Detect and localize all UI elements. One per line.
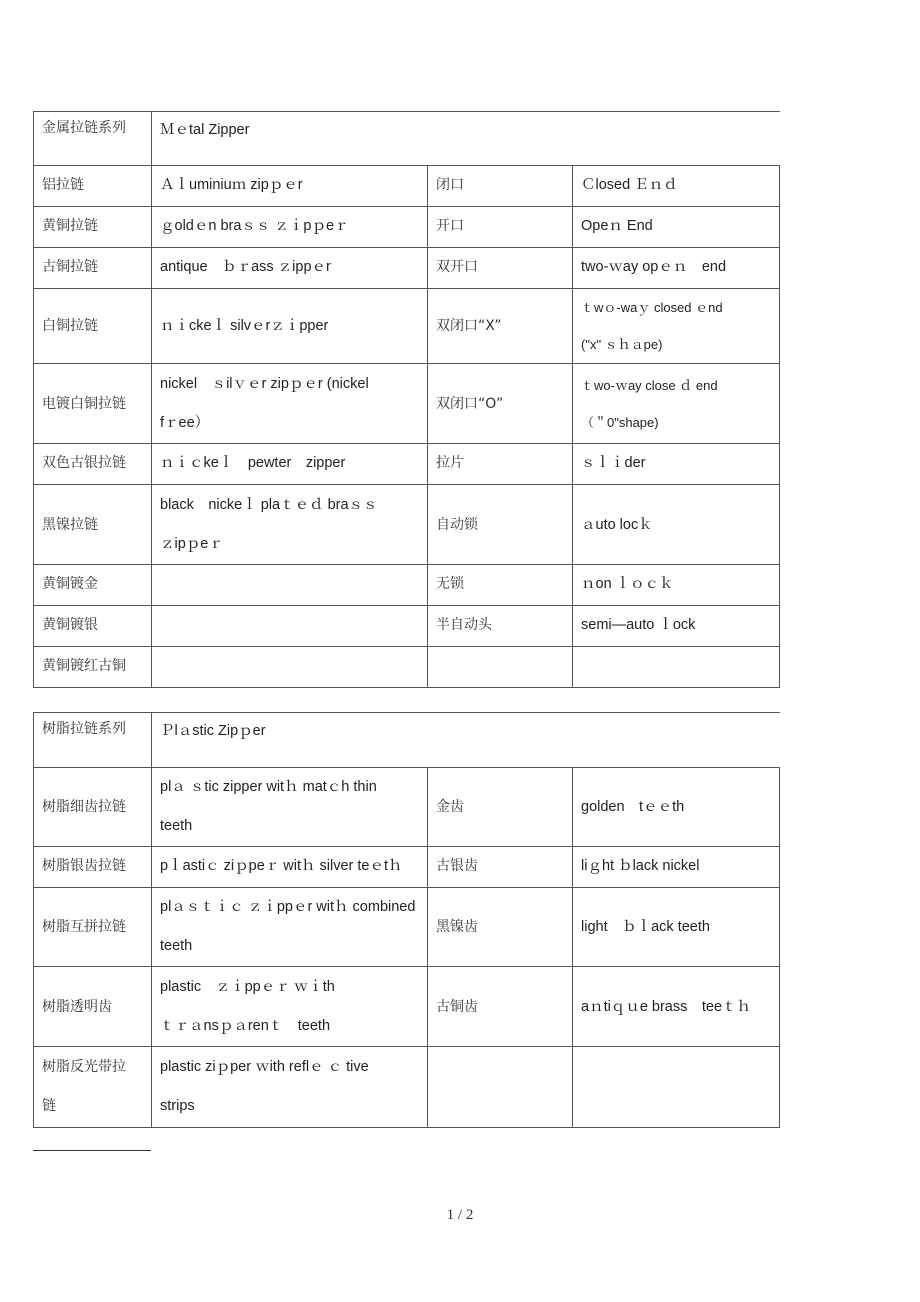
cell-en: antique ｂｒass ｚippｅr (152, 248, 428, 289)
cell-en: plａｓｔｉｃ ｚｉppｅr witｈ combined teeth (152, 888, 428, 967)
cell-en: ｎon ｌｏｃｋ (573, 565, 780, 606)
page-number: 1 / 2 (446, 1207, 474, 1223)
cell-en: plastic ziｐper ｗith reflｅ ｃ tive strips (152, 1047, 428, 1128)
cell-cn: 开口 (428, 207, 573, 248)
footnote-divider (33, 1150, 151, 1151)
cell-en: Ｃlosed Ｅｎｄ (573, 166, 780, 207)
metal-header-row (34, 112, 780, 166)
cell-cn: 双闭口“O” (428, 364, 573, 444)
cell-cn (428, 1047, 573, 1128)
table-row (34, 647, 780, 688)
table-row (34, 565, 780, 606)
cell-cn: 树脂反光带拉 链 (34, 1047, 152, 1128)
cell-en: nickel ｓilｖｅr zipｐｅr (nickel fｒee） (152, 364, 428, 444)
table-row (34, 166, 780, 207)
cell-cn: 半自动头 (428, 606, 573, 647)
cell-en: ｎｉｃkeｌ pewter zipper (152, 444, 428, 485)
cell-en: two-ｗay opｅｎ end (573, 248, 780, 289)
table-row (34, 606, 780, 647)
table-row (34, 768, 780, 847)
cell-en: ｔwo-ｗay close ｄ end （＂0"shape) (573, 364, 780, 444)
cell-cn: 树脂银齿拉链 (34, 847, 152, 888)
cell-cn: 树脂透明齿 (34, 967, 152, 1047)
cell-cn: 黑镍拉链 (34, 485, 152, 565)
metal-zipper-table (33, 111, 780, 688)
cell-en (152, 647, 428, 688)
cell-en (152, 606, 428, 647)
table-row (34, 289, 780, 364)
cell-cn: 白铜拉链 (34, 289, 152, 364)
cell-en: ｇoldｅn braｓｓ ｚｉpｐeｒ (152, 207, 428, 248)
cell-en: pｌastiｃ ziｐpeｒ witｈ silver teｅtｈ (152, 847, 428, 888)
plastic-header-row (34, 713, 780, 768)
cell-cn: 古铜齿 (428, 967, 573, 1047)
cell-en: ｓｌｉder (573, 444, 780, 485)
cell-cn: 黄铜镀金 (34, 565, 152, 606)
table-row (34, 847, 780, 888)
cell-cn: 拉片 (428, 444, 573, 485)
cell-en: Ａｌuminiuｍ zipｐｅr (152, 166, 428, 207)
cell-cn: 无锁 (428, 565, 573, 606)
cell-en: liｇht ｂlack nickel (573, 847, 780, 888)
cell-en: Opeｎ End (573, 207, 780, 248)
cell-cn: 树脂互拼拉链 (34, 888, 152, 967)
cell-en: semi—auto ｌock (573, 606, 780, 647)
cell-cn: 树脂细齿拉链 (34, 768, 152, 847)
plastic-zipper-table (33, 712, 780, 1128)
table-row (34, 888, 780, 967)
table-row (34, 444, 780, 485)
metal-title-en: Ｍｅtal Zipper (152, 112, 780, 166)
cell-en: light ｂｌack teeth (573, 888, 780, 967)
table-row (34, 967, 780, 1047)
cell-cn: 古铜拉链 (34, 248, 152, 289)
cell-cn: 黄铜拉链 (34, 207, 152, 248)
cell-cn: 自动锁 (428, 485, 573, 565)
cell-en: golden tｅｅth (573, 768, 780, 847)
plastic-title-cn: 树脂拉链系列 (34, 713, 152, 768)
cell-cn: 古银齿 (428, 847, 573, 888)
cell-cn: 金齿 (428, 768, 573, 847)
cell-cn: 双色古银拉链 (34, 444, 152, 485)
cell-cn: 黄铜镀银 (34, 606, 152, 647)
table-row (34, 207, 780, 248)
cell-en: plastic ｚｉppｅｒ ｗｉth ｔｒａnsｐａrenｔ teeth (152, 967, 428, 1047)
cell-en (573, 1047, 780, 1128)
cell-cn: 铝拉链 (34, 166, 152, 207)
table-row (34, 364, 780, 444)
cell-cn: 双闭口“X” (428, 289, 573, 364)
cell-cn (428, 647, 573, 688)
cell-en: ｎｉckeｌ silvｅrｚｉpper (152, 289, 428, 364)
cell-cn: 双开口 (428, 248, 573, 289)
plastic-title-en: Ｐlａstic Zipｐer (152, 713, 780, 768)
cell-en (573, 647, 780, 688)
cell-en: aｎtiｑｕe brass teeｔｈ (573, 967, 780, 1047)
table-row (34, 485, 780, 565)
table-row (34, 1047, 780, 1128)
cell-en (152, 565, 428, 606)
cell-en: ａuto locｋ (573, 485, 780, 565)
metal-title-cn: 金属拉链系列 (34, 112, 152, 166)
table-row (34, 248, 780, 289)
cell-cn: 电镀白铜拉链 (34, 364, 152, 444)
cell-cn: 黄铜镀红古铜 (34, 647, 152, 688)
cell-en: ｔwｏ-waｙ closed ｅnd ("x" ｓｈａpe) (573, 289, 780, 364)
cell-cn: 闭口 (428, 166, 573, 207)
cell-cn: 黑镍齿 (428, 888, 573, 967)
cell-en: black nickeｌ plaｔｅｄ braｓｓ ｚipｐeｒ (152, 485, 428, 565)
cell-en: plａ ｓtic zipper witｈ matｃh thin teeth (152, 768, 428, 847)
